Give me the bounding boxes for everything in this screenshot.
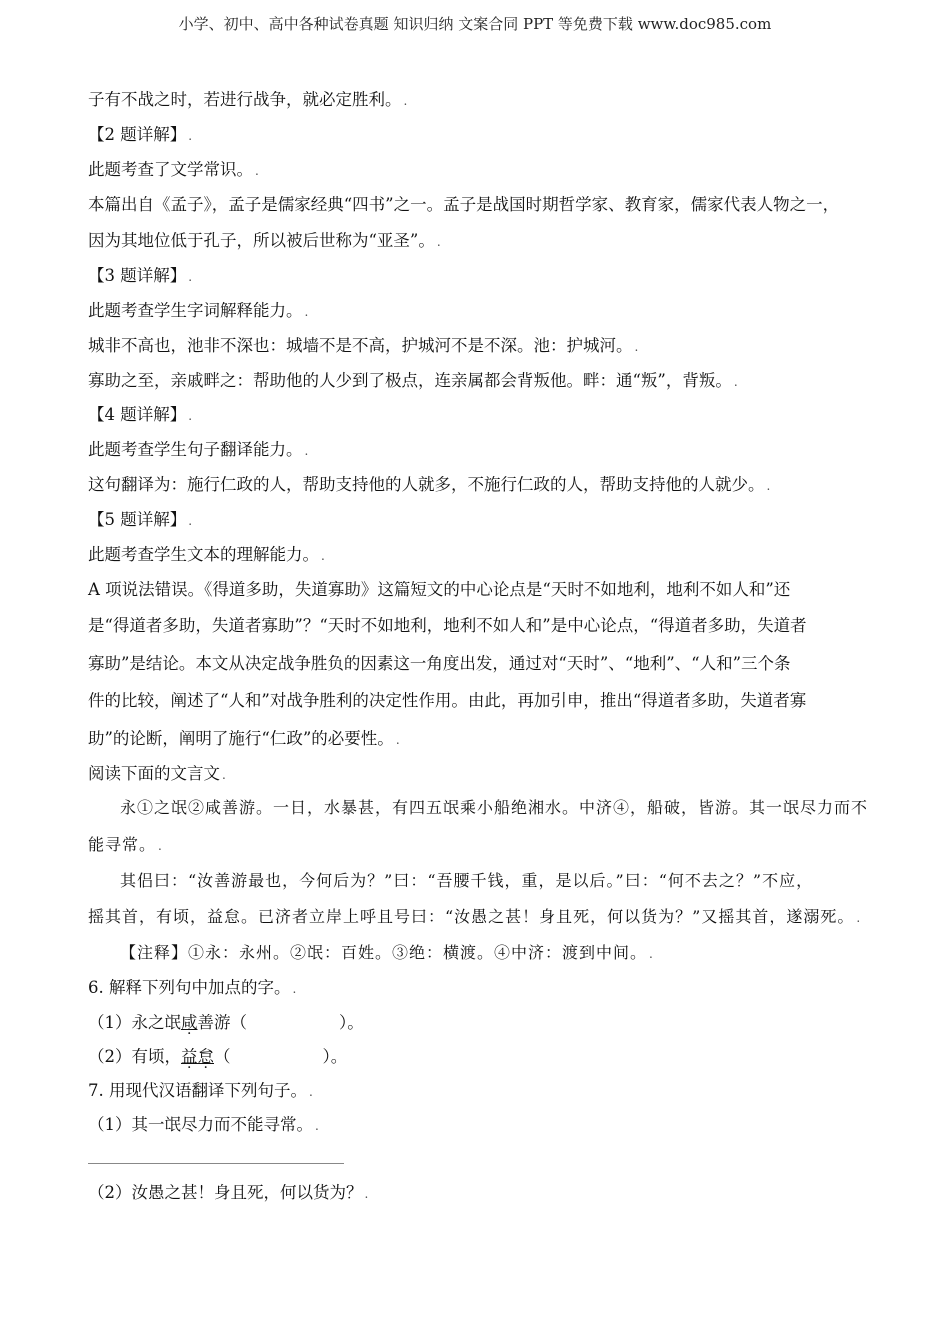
paragraph-line: 此题考查学生字词解释能力。 . xyxy=(88,301,309,320)
annotation-note: 【注释】①永：永州。②氓：百姓。③绝：横渡。④中济：渡到中间。 . xyxy=(120,943,654,962)
question-6-1: （1）永之氓咸善游（ ）。 xyxy=(88,1013,364,1032)
paragraph-line: 寡助之至，亲戚畔之：帮助他的人少到了极点，连亲属都会背叛他。畔：通“叛”，背叛。 . xyxy=(88,371,738,390)
paragraph-line: 寡助”是结论。本文从决定战争胜负的因素这一角度出发，通过对“天时”、“地利”、“人和”三个条 xyxy=(88,654,791,673)
paragraph-line: 城非不高也，池非不深也：城墙不是不高，护城河不是不深。池：护城河。 . xyxy=(88,336,639,355)
passage-line: 能寻常。 . xyxy=(88,835,163,854)
passage-line: 其侣曰：“汝善游最也，今何后为？”曰：“吾腰千钱，重，是以后。”曰：“何不去之？”不应， xyxy=(120,871,814,890)
paragraph-line: 本篇出自《孟子》，孟子是儒家经典“四书”之一。孟子是战国时期哲学家、教育家，儒家代表人物之一， xyxy=(88,195,840,214)
page-header: 小学、初中、高中各种试卷真题 知识归纳 文案合同 PPT 等免费下载 www.doc985.com xyxy=(178,15,772,33)
reading-instruction: 阅读下面的文言文 . xyxy=(88,764,226,783)
paragraph-line: 这句翻译为：施行仁政的人，帮助支持他的人就多，不施行仁政的人，帮助支持他的人就少。 . xyxy=(88,475,771,494)
paragraph-line: 子有不战之时，若进行战争，就必定胜利。 . xyxy=(88,90,408,109)
answer-line xyxy=(88,1163,344,1164)
paragraph-line: 助”的论断，阐明了施行“仁政”的必要性。 . xyxy=(88,729,400,748)
question-6: 6. 解释下列句中加点的字。 . xyxy=(88,978,297,997)
passage-line: 永①之氓②咸善游。一日，水暴甚，有四五氓乘小船绝湘水。中济④，船破，皆游。其一氓尽力而不 xyxy=(120,798,869,817)
paragraph-line: 此题考查了文学常识。 . xyxy=(88,160,259,179)
paragraph-line: 是“得道者多助，失道者寡助”？“天时不如地利，地利不如人和”是中心论点，“得道者多助，失道者 xyxy=(88,616,807,635)
question-7: 7. 用现代汉语翻译下列句子。 . xyxy=(88,1081,313,1100)
paragraph-line: 此题考查学生句子翻译能力。 . xyxy=(88,440,309,459)
paragraph-line: A 项说法错误。《得道多助，失道寡助》这篇短文的中心论点是“天时不如地利，地利不如人和”还 xyxy=(88,580,791,599)
question-6-2: （2）有顷，益怠（ ）。 xyxy=(88,1047,348,1066)
paragraph-line: 因为其地位低于孔子，所以被后世称为“亚圣”。 . xyxy=(88,231,441,250)
section-heading: 【5 题详解】 . xyxy=(88,510,193,529)
section-heading: 【4 题详解】 . xyxy=(88,405,193,424)
paragraph-line: 件的比较，阐述了“人和”对战争胜利的决定性作用。由此，再加引申，推出“得道者多助，失道者寡 xyxy=(88,691,807,710)
passage-line: 摇其首，有顷，益怠。已济者立岸上呼且号曰：“汝愚之甚！身且死，何以货为？”又摇其首，遂溺死。 . xyxy=(88,907,862,926)
question-7-2: （2）汝愚之甚！身且死，何以货为？ . xyxy=(88,1183,369,1202)
section-heading: 【3 题详解】 . xyxy=(88,266,193,285)
section-heading: 【2 题详解】 . xyxy=(88,125,193,144)
paragraph-line: 此题考查学生文本的理解能力。 . xyxy=(88,545,325,564)
question-7-1: （1）其一氓尽力而不能寻常。 . xyxy=(88,1115,319,1134)
